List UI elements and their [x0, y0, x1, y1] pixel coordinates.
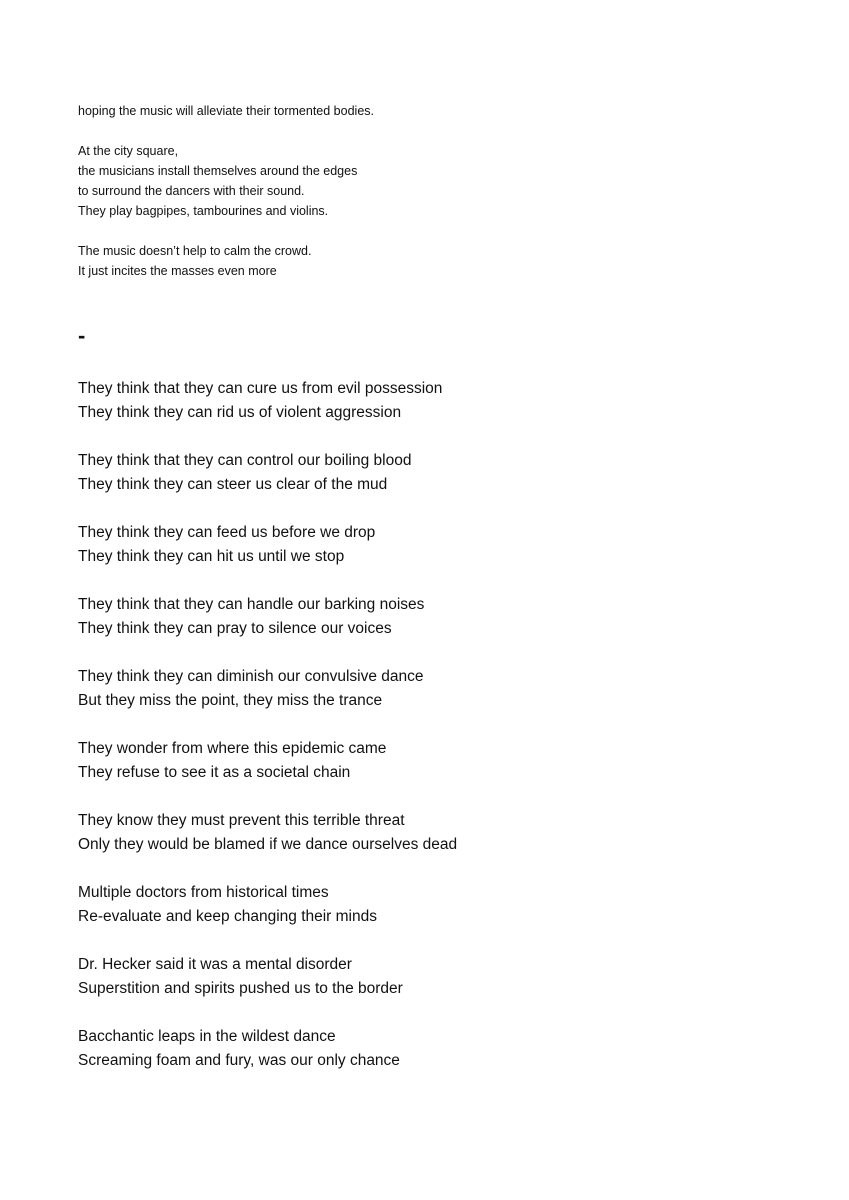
- poem-line: They think they can hit us until we stop: [78, 548, 345, 565]
- paragraph-gap: [78, 221, 778, 241]
- poem-line: They think that they can control our boiling blood: [78, 452, 412, 469]
- poem-line: Bacchantic leaps in the wildest dance: [78, 1028, 336, 1045]
- narrative-line: They play bagpipes, tambourines and violins.: [78, 204, 329, 218]
- poem-line: Re-evaluate and keep changing their minds: [78, 908, 377, 925]
- poem-line: Superstition and spirits pushed us to the border: [78, 980, 403, 997]
- narrative-line: to surround the dancers with their sound.: [78, 184, 305, 198]
- poem-line: They think they can steer us clear of the mud: [78, 476, 388, 493]
- poem-line: But they miss the point, they miss the trance: [78, 692, 383, 709]
- poem-stanza: [78, 953, 778, 1001]
- paragraph-gap: [78, 121, 778, 141]
- poem-stanza: [78, 737, 778, 785]
- narrative-line: It just incites the masses even more: [78, 264, 277, 278]
- poem-stanza: [78, 809, 778, 857]
- poem-line: Multiple doctors from historical times: [78, 884, 329, 901]
- poem-stanza: [78, 665, 778, 713]
- narrative-block: [78, 101, 778, 281]
- poem-line: They think that they can cure us from evil possession: [78, 380, 443, 397]
- poem-stanza: [78, 593, 778, 641]
- narrative-line: At the city square,: [78, 144, 179, 158]
- narrative-line: hoping the music will alleviate their tormented bodies.: [78, 104, 374, 118]
- poem-line: They think they can pray to silence our voices: [78, 620, 392, 637]
- narrative-line: The music doesn’t help to calm the crowd.: [78, 244, 312, 258]
- poem-line: Only they would be blamed if we dance ourselves dead: [78, 836, 458, 853]
- poem-line: Screaming foam and fury, was our only chance: [78, 1052, 400, 1069]
- poem-stanza: [78, 1025, 778, 1073]
- poem-line: They think they can diminish our convulsive dance: [78, 668, 424, 685]
- poem-stanza: [78, 881, 778, 929]
- poem-line: They think they can feed us before we drop: [78, 524, 376, 541]
- poem-line: They think that they can handle our barking noises: [78, 596, 425, 613]
- poem-line: Dr. Hecker said it was a mental disorder: [78, 956, 352, 973]
- narrative-line: the musicians install themselves around the edges: [78, 164, 358, 178]
- section-divider: -: [78, 323, 86, 348]
- poem-line: They refuse to see it as a societal chain: [78, 764, 351, 781]
- poem-block: [78, 377, 778, 1097]
- poem-stanza: [78, 377, 778, 425]
- poem-line: They think they can rid us of violent aggression: [78, 404, 402, 421]
- poem-stanza: [78, 521, 778, 569]
- poem-line: They know they must prevent this terrible threat: [78, 812, 405, 829]
- poem-line: They wonder from where this epidemic came: [78, 740, 387, 757]
- poem-stanza: [78, 449, 778, 497]
